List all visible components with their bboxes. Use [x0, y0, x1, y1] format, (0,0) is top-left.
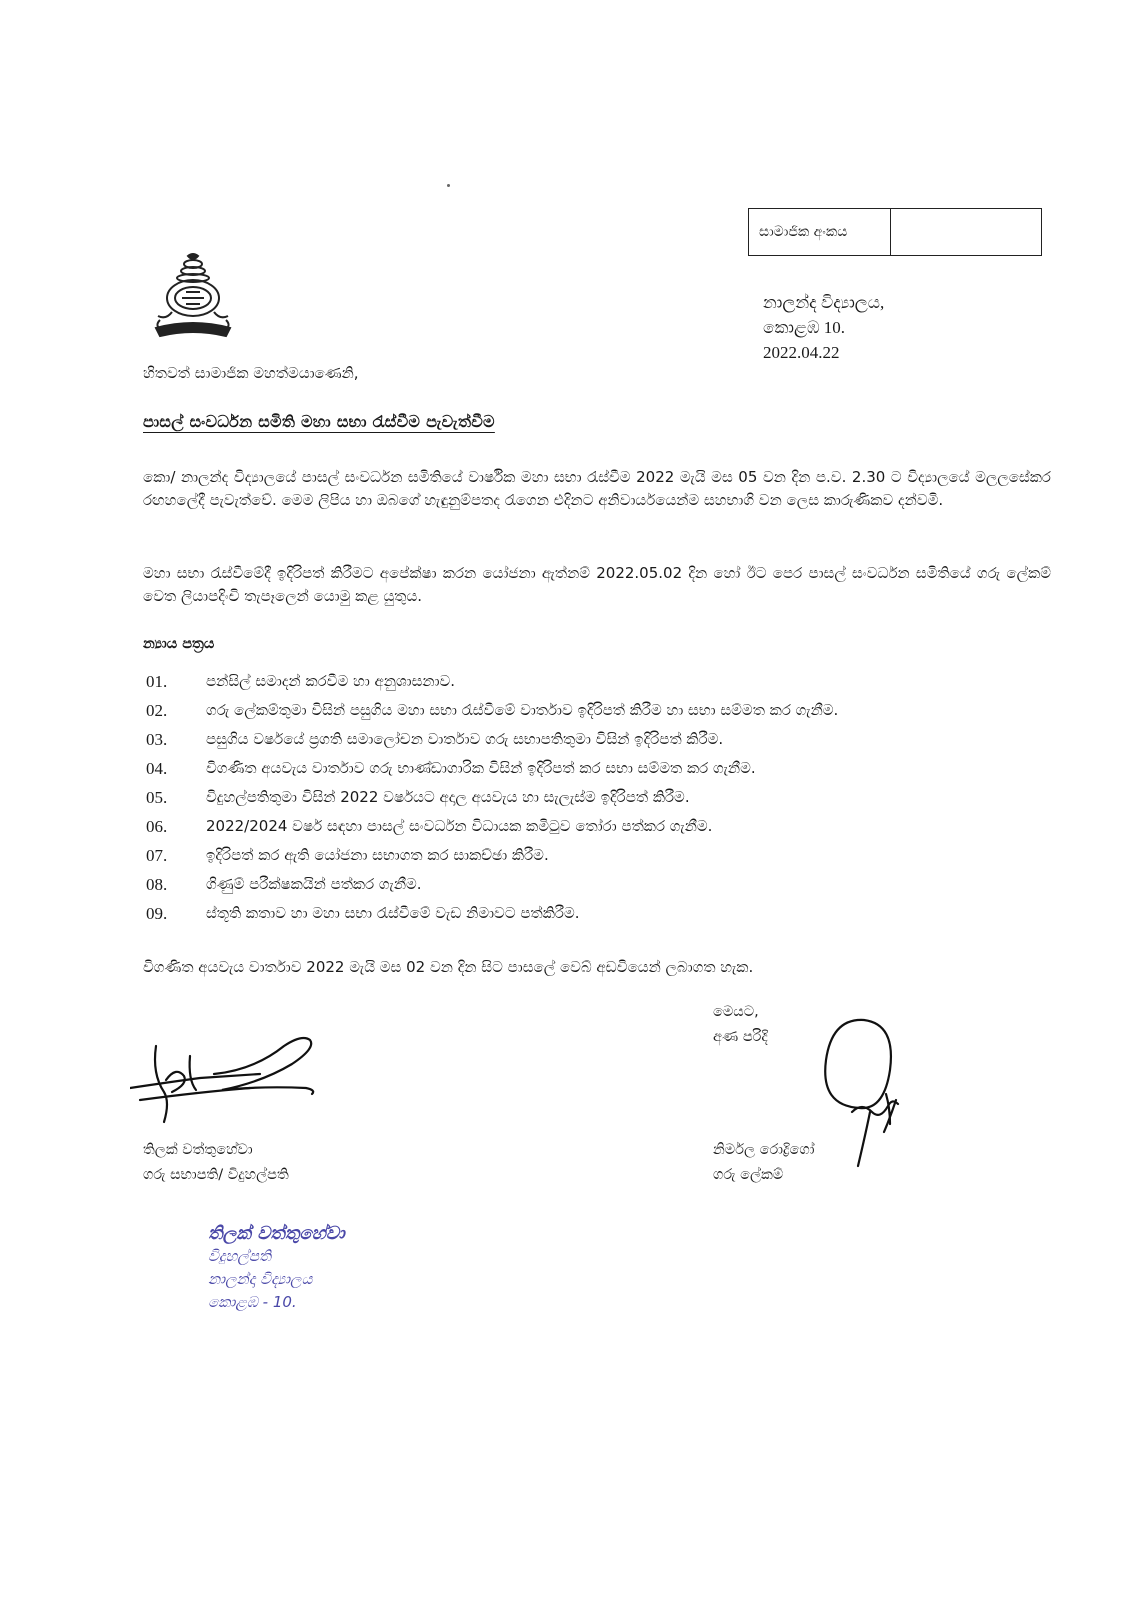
- agenda-item: [146, 728, 1054, 751]
- letter-date: 2022.04.22: [763, 343, 840, 362]
- agenda-item-text: විදුහල්පතිතුමා විසින් 2022 වර්ෂයට අදාල අයවැය හා සැලැස්ම ඉදිරිපත් කිරීම.: [206, 788, 690, 806]
- agenda-item: [146, 873, 1054, 896]
- signatory-chairman: [143, 1138, 289, 1188]
- signatory-name: තිලක් වත්තුහේවා: [143, 1142, 253, 1158]
- speck: [447, 184, 450, 187]
- agenda-item-number: 03.: [146, 730, 168, 749]
- agenda-title: න්‍යාය පත්‍රය: [143, 636, 215, 652]
- member-number-label: සාමාජික අංකය: [749, 209, 891, 255]
- agenda-item: [146, 844, 1054, 867]
- stamp-title: විදුහල්පති: [208, 1247, 272, 1265]
- address-line-1: නාලන්ද විද්‍යාලය,: [763, 293, 885, 312]
- paragraph-1: කො/ නාලන්ද විද්‍යාලයේ පාසල් සංවර්ධන සමිතියේ වාර්ෂික මහා සභා රැස්වීම 2022 මැයි මස 05 වන දින ප.ව. 2.30 ට විද්‍යාලයේ මලලසේකර රඟහලේදී පැවැත්වේ. මෙම ලිපිය හා ඔබගේ හැඳුනුම්පතද රැගෙන එදිනට අනිවාර්යයෙන්ම සහභාගි වන ලෙස කාරුණිකව දන්වමි.: [143, 468, 1051, 509]
- member-number-box: [748, 208, 1042, 256]
- agenda-item-text: ගිණුම් පරීක්ෂකයින් පත්කර ගැනීම.: [206, 875, 422, 893]
- agenda-item-text: ඉදිරිපත් කර ඇති යෝජනා සභාගත කර සාකච්ඡා කිරීම.: [206, 846, 549, 864]
- agenda-item-text: 2022/2024 වර්ෂ සඳහා පාසල් සංවර්ධන විධායක කමිටුව තෝරා පත්කර ගැනීම.: [206, 817, 713, 835]
- agenda-item-number: 04.: [146, 759, 168, 778]
- letter-subject: පාසල් සංවර්ධන සමිති මහා සභා රැස්වීම පැවැත්වීම: [143, 412, 495, 431]
- agenda-item-text: ගරු ලේකම්තුමා විසින් පසුගිය මහා සභා රැස්වීමේ වාර්තාව ඉදිරිපත් කිරීම හා සභා සම්මත කර ගැනීම.: [206, 701, 839, 719]
- agenda-item-text: විගණිත අයවැය වාර්තාව ගරු භාණ්ඩාගාරික විසින් ඉදිරිපත් කර සභා සම්මත කර ගැනීම.: [206, 759, 756, 777]
- agenda-item-text: පන්සිල් සමාදන් කරවීම හා අනුශාසනාව.: [206, 672, 456, 690]
- agenda-item: [146, 670, 1054, 693]
- agenda-item-number: 06.: [146, 817, 168, 836]
- agenda-item: [146, 902, 1054, 925]
- agenda-item: [146, 786, 1054, 809]
- salutation: හිතවත් සාමාජික මහත්මයාණෙනි,: [143, 364, 359, 382]
- closing-line-1: මෙයට,: [713, 1004, 759, 1020]
- agenda-item-text: ස්තූති කතාව හා මහා සභා රැස්වීමේ වැඩ නිමාවට පත්කිරීම.: [206, 904, 580, 922]
- paragraph-2: මහා සභා රැස්වීමේදී ඉදිරිපත් කිරීමට අපේක්ෂා කරන යෝජනා ඇත්නම් 2022.05.02 දින හෝ ඊට පෙර පාසල් සංවර්ධන සමිතියේ ගරු ලේකම් වෙත ලියාපදිංචි තැපෑලෙන් යොමු කළ යුතුය.: [143, 564, 1051, 605]
- signatory-title: ගරු ලේකම්: [713, 1167, 784, 1183]
- signatory-name: නිර්මල රොද්‍රිගෝ: [713, 1142, 815, 1158]
- agenda-item-number: 02.: [146, 701, 168, 720]
- agenda-item-number: 07.: [146, 846, 168, 865]
- closing: [713, 1000, 768, 1050]
- agenda-item-number: 05.: [146, 788, 168, 807]
- signatory-title: ගරු සභාපති/ විදුහල්පති: [143, 1167, 289, 1183]
- sender-address: [763, 290, 884, 365]
- agenda-item: [146, 757, 1054, 780]
- agenda-item-text: පසුගිය වර්ෂයේ ප්‍රගති සමාලෝචන වාර්තාව ගරු සභාපතිතුමා විසින් ඉදිරිපත් කිරීම.: [206, 730, 724, 748]
- signature-left: [130, 1030, 330, 1130]
- agenda-list: [146, 670, 1054, 931]
- signature-right: [812, 1016, 922, 1176]
- agenda-item: [146, 699, 1054, 722]
- agenda-item-number: 09.: [146, 904, 168, 923]
- address-line-2: කොළඹ 10.: [763, 318, 846, 337]
- stamp-city: කොළඹ - 10.: [208, 1293, 297, 1311]
- principal-stamp: [208, 1222, 345, 1314]
- stamp-name: තිලක් වත්තුහේවා: [208, 1223, 345, 1244]
- budget-note: විගණිත අයවැය වාර්තාව 2022 මැයි මස 02 වන දින සිට පාසලේ වෙබ් අඩවියෙන් ලබාගත හැක.: [143, 958, 754, 976]
- agenda-item-number: 08.: [146, 875, 168, 894]
- stamp-school: නාලන්දා විද්‍යාලය: [208, 1270, 313, 1288]
- signatory-secretary: [713, 1138, 814, 1188]
- school-crest-icon: [152, 252, 234, 342]
- agenda-item: [146, 815, 1054, 838]
- member-number-value: [891, 209, 1041, 255]
- closing-line-2: අණ පරිදි: [713, 1029, 768, 1045]
- agenda-item-number: 01.: [146, 672, 168, 691]
